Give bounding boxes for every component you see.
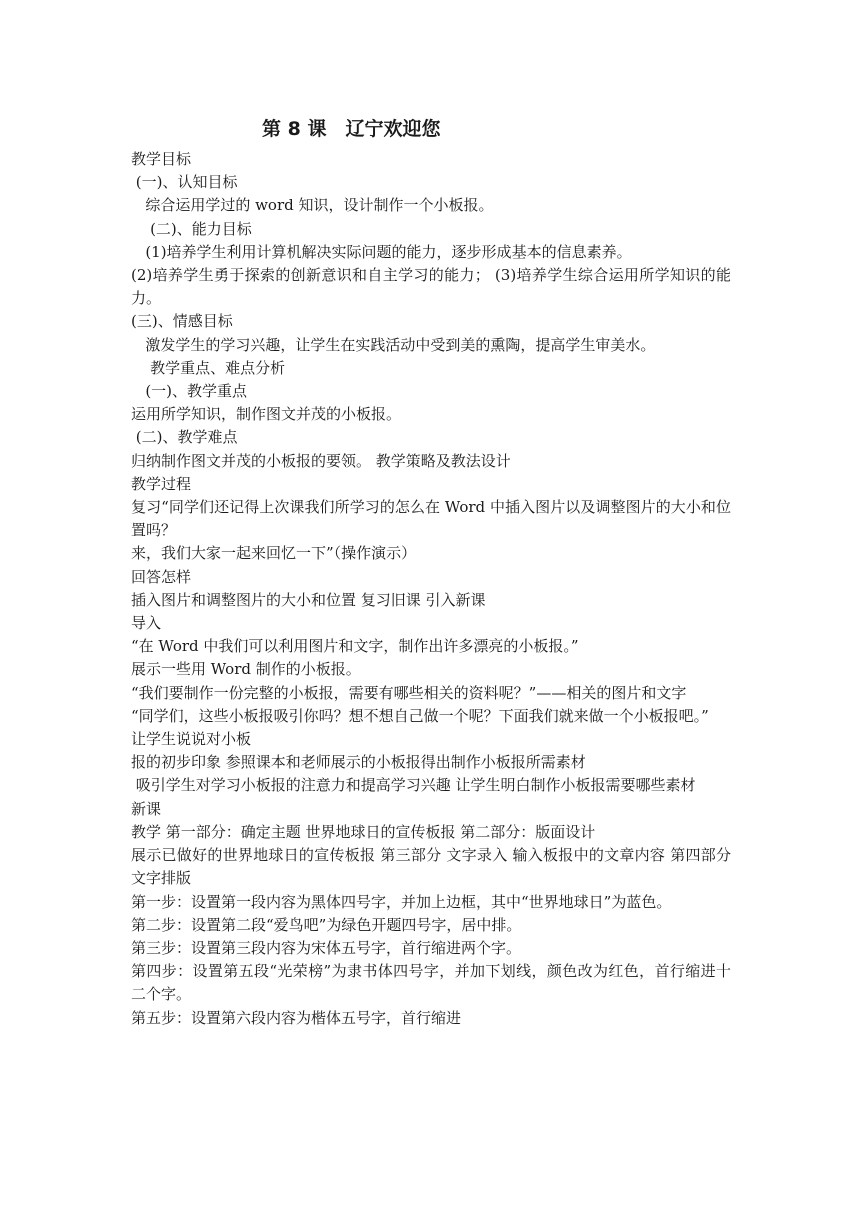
- paragraph: 展示已做好的世界地球日的宣传板报 第三部分 文字录入 输入板报中的文章内容 第四部分 文字排版: [131, 846, 741, 888]
- paragraph: 运用所学知识，制作图文并茂的小板报。: [131, 405, 402, 424]
- paragraph: 第二步：设置第二段“爱鸟吧”为绿色开题四号字，居中排。: [131, 915, 522, 934]
- paragraph: 教学重点、难点分析: [131, 358, 286, 377]
- document-body: [131, 148, 741, 1030]
- paragraph: 第一步：设置第一段内容为黑体四号字，并加上边框，其中“世界地球日”为蓝色。: [131, 892, 672, 911]
- paragraph: 新课: [131, 799, 162, 818]
- paragraph: “我们要制作一份完整的小板报，需要有哪些相关的资料呢？”——相关的图片和文字: [131, 683, 687, 702]
- paragraph: 插入图片和调整图片的大小和位置 复习旧课 引入新课: [131, 590, 486, 609]
- paragraph: (一)、认知目标: [131, 173, 238, 192]
- paragraph: 归纳制作图文并茂的小板报的要领。 教学策略及教法设计: [131, 451, 511, 470]
- lesson-title: 第 8 课 辽宁欢迎您: [262, 118, 441, 140]
- paragraph: 回答怎样: [131, 567, 192, 586]
- paragraph: (二)、教学难点: [131, 428, 238, 447]
- paragraph: (二)、能力目标: [131, 219, 252, 238]
- paragraph: 导入: [131, 614, 162, 633]
- paragraph: 教学目标: [131, 150, 192, 168]
- paragraph: (三)、情感目标: [131, 312, 233, 331]
- paragraph: (2)培养学生勇于探索的创新意识和自主学习的能力； (3)培养学生综合运用所学知识的能力。: [131, 266, 731, 308]
- paragraph: “同学们，这些小板报吸引你吗？想不想自己做一个呢？下面我们就来做一个小板报吧。”: [131, 706, 709, 725]
- paragraph: 第三步：设置第三段内容为宋体五号字，首行缩进两个字。: [131, 938, 522, 957]
- paragraph: 激发学生的学习兴趣，让学生在实践活动中受到美的熏陶，提高学生审美水。: [131, 335, 656, 354]
- paragraph: 来，我们大家一起来回忆一下”（操作演示）: [131, 544, 417, 563]
- paragraph: 吸引学生对学习小板报的注意力和提高学习兴趣 让学生明白制作小板报需要哪些素材: [131, 776, 696, 795]
- paragraph: 复习“同学们还记得上次课我们所学习的怎么在 Word 中插入图片以及调整图片的大小和位置吗？: [131, 498, 731, 540]
- paragraph: 综合运用学过的 word 知识，设计制作一个小板报。: [131, 196, 494, 215]
- paragraph: 教学过程: [131, 474, 192, 493]
- paragraph: 第五步：设置第六段内容为楷体五号字，首行缩进: [131, 1008, 462, 1027]
- paragraph: 展示一些用 Word 制作的小板报。: [131, 660, 361, 679]
- paragraph: 教学 第一部分：确定主题 世界地球日的宣传板报 第二部分：版面设计: [131, 822, 596, 841]
- paragraph: 第四步：设置第五段“光荣榜”为隶书体四号字，并加下划线，颜色改为红色，首行缩进十二个字。: [131, 962, 731, 1004]
- paragraph: (一)、教学重点: [131, 382, 248, 401]
- paragraph: 让学生说说对小板: [131, 730, 252, 749]
- paragraph: “在 Word 中我们可以利用图片和文字，制作出许多漂亮的小板报。”: [131, 637, 579, 656]
- paragraph: (1)培养学生利用计算机解决实际问题的能力，逐步形成基本的信息素养。: [131, 242, 632, 261]
- paragraph: 报的初步印象 参照课本和老师展示的小板报得出制作小板报所需素材: [131, 753, 586, 772]
